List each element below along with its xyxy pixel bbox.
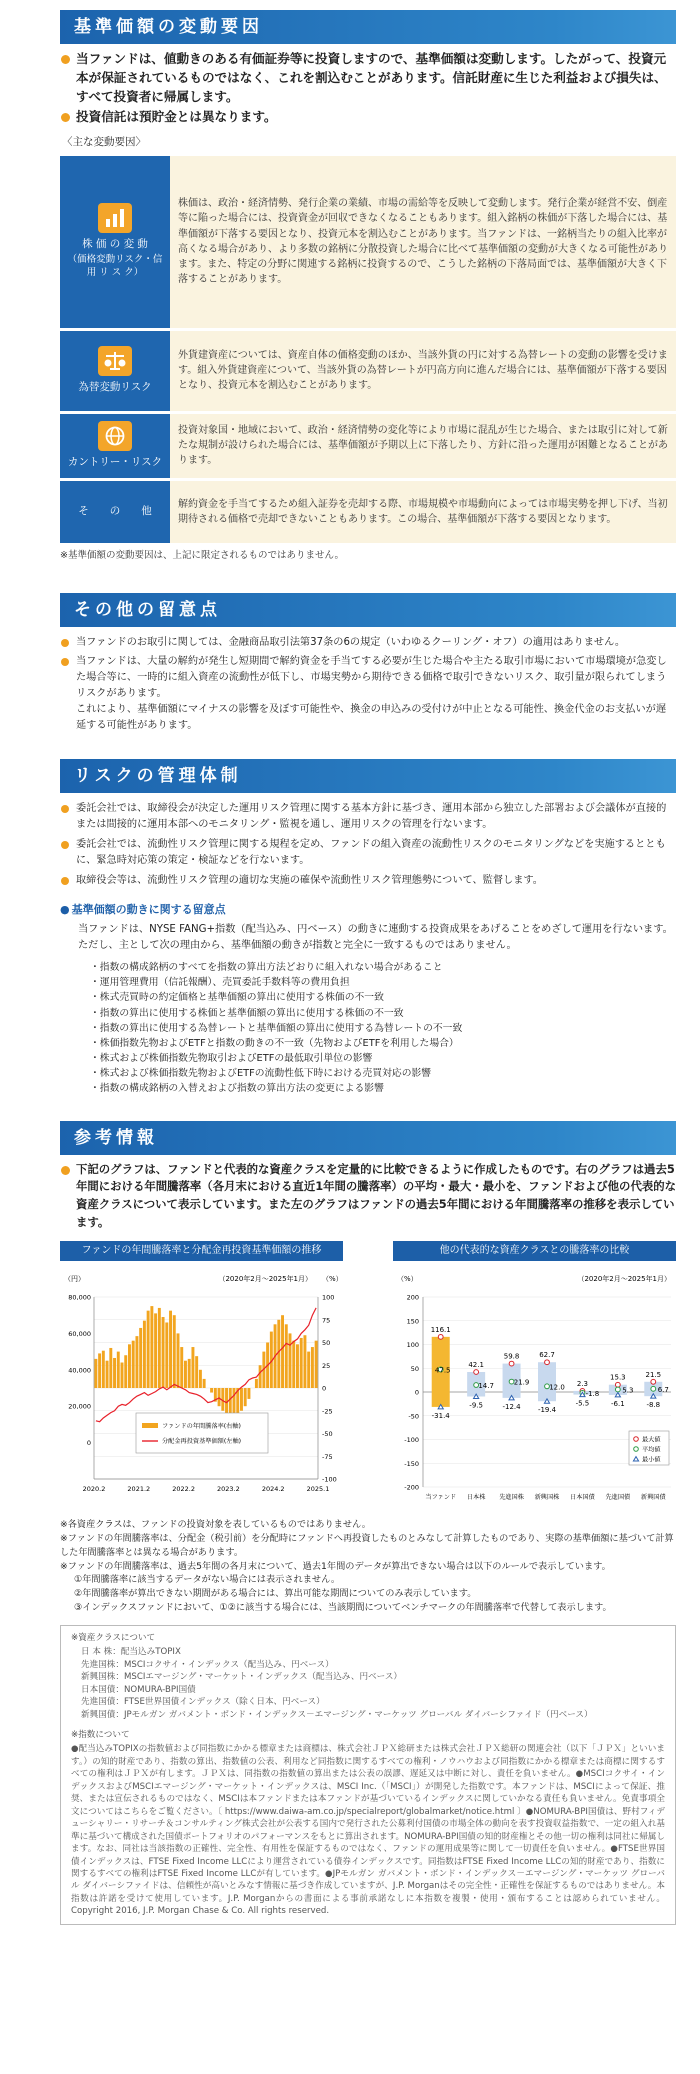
min-value-label: -31.4 [431,1412,450,1421]
list-item: ・ 指数の算出に使用する為替レートと基準価額の算出に使用する為替レートの不一致 [100,1021,676,1036]
max-value-label: 21.5 [645,1371,662,1380]
risk-row-country [60,414,676,478]
category-label: 当ファンド [425,1494,457,1502]
asset-class-row: 先進国債：FTSE世界国債インデックス（除く日本、円ベース） [81,1697,325,1708]
list-item: ・ 指数の構成銘柄のすべてを指数の算出方法どおりに組入れない場合があること [100,960,676,975]
globe-icon [98,421,132,451]
bar [289,1334,292,1389]
y-left-tick-label: 20,000 [68,1402,91,1411]
risk-table [60,153,676,546]
asset-class-row: 新興国債：JPモルガン ガバメント・ボンド・インデックス－エマージング・マーケッツ グローバル ダイバーシファイド（円ベース） [81,1709,593,1720]
max-marker [615,1383,620,1388]
category-label: 新興国債 [640,1494,666,1502]
bar [169,1311,172,1388]
max-value-label: 116.1 [430,1326,451,1335]
fluctuation-bullets [60,50,676,127]
x-tick-label: 2025.1 [306,1485,330,1494]
tracking-reasons-list [60,960,676,1097]
avg-value-label: -1.8 [585,1390,600,1399]
legend-max-marker [634,1437,639,1442]
asset-class-row: 日 本 株：配当込みTOPIX [81,1647,181,1658]
bar [281,1315,284,1388]
risk-label: 為替変動リスク [78,381,152,394]
legend-label: 最大値 [642,1436,661,1444]
axis-unit: （%） [397,1275,418,1284]
risk-label-cell [60,481,170,543]
bar [277,1320,280,1388]
index-disclaimer: ●配当込みTOPIXの指数値および同指数にかかる標章または商標は、株式会社ＪＰＸ総研または株式会社ＪＰＸ総研の関連会社（以下「ＪＰＸ」といいます。）の知的財産であり、指数の算出、指数値の公表、利用など同指数に関するすべての権利・ノウハウおよび同指数にかかる標章または商標に関するすべての権利はＪＰＸが有します。ＪＰＸは、同指数の指数値の算出または公表の誤謬、遅延又は中断に対し、責任を負いません。●MSCIコクサイ・インデックスおよびMSCIエマージング・マーケット・インデックスは、MSCI Inc.（「MSCI」）が開発した指数です。本ファンドは、MSCIによって保証、推奨、または宣伝されるものではなく、MSCIは本ファンドまたは本ファンドが基づいているインデックスに関していかなる責任も負いません。免責事項全文についてはこちらをご覧ください。〔 https://www.daiwa-am.co.jp/specialreport/globalmarket/notice.html 〕●NOMURA-BPI国債は、野村フィデューシャリー・リサーチ＆コンサルティング株式会社が公表する国内で発行された公募利付国債の市場全体の動向を表す投資収益指数で、一定の組入れ基準に基づいて構成された国債ポートフォリオのパフォーマンスをもとに算出されます。NOMURA-BPI国債の知的財産権とその他一切の権利は同社に帰属します。なお、同社は当該指数の正確性、完全性、有用性を保証するものではなく、ファンドの運用成果等に関して一切責任を負いません。●FTSE世界国債インデックスは、FTSE Fixed Income LLCにより運営されている債券インデックスです。同指数はFTSE Fixed Income LLCの知的財産であり、指数に関するすべての権利はFTSE Fixed Income LLCが有しています。●JPモルガン ガバメント・ボンド・インデックス－エマージング・マーケッツ グローバル ダイバーシファイドは、信頼性が高いとみなす情報に基づき作成していますが、J.P. Morganはその完全性・正確性を保証するものではありません。本指数は許諾を受けて使用しています。J.P. Morganからの書面による事前承諾なしに本指数を複製・使用・頒布することは認められていません。Copyright 2016, J.P. Morgan Chase & Co. All rights reserved. [71,1744,665,1917]
bar [203,1379,206,1388]
bar [113,1358,116,1388]
bar [124,1356,127,1389]
max-value-label: 62.7 [539,1351,555,1360]
list-item: ・ 運用管理費用（信託報酬）、売買委託手数料等の費用負担 [100,975,676,990]
y-right-tick-label: -50 [322,1430,333,1439]
category-label: 新興国株 [534,1494,560,1502]
left-axis-unit: （円） [64,1275,85,1284]
bar [132,1341,135,1388]
y-right-tick-label: 25 [322,1362,331,1371]
section-title-risk-management: リスクの管理体制 [60,759,676,793]
min-value-label: -8.8 [646,1401,661,1410]
max-marker [438,1335,443,1340]
bar [147,1311,150,1388]
bullet-item: 委託会社では、取締役会が決定した運用リスク管理に関する基本方針に基づき、運用本部から独立した部署および会議体が直接的または間接的に運用本部へのモニタリング・監視を通し、運用リスクの管理を行ないます。 [60,801,676,833]
risk-sublabel: （価格変動リスク・信 用 リ ス ク） [67,253,163,279]
bar [143,1321,146,1388]
bar [195,1356,198,1388]
bar [244,1388,247,1406]
y-right-tick-label: 0 [322,1384,327,1393]
bar [307,1352,310,1388]
x-tick-label: 2024.2 [261,1485,285,1494]
avg-marker [615,1387,620,1392]
bar [188,1359,191,1388]
y-tick-label: 150 [406,1317,419,1326]
bullet-item: 下記のグラフは、ファンドと代表的な資産クラスを定量的に比較できるように作成したものです。右のグラフは過去5年間における年間騰落率（各月末における直近1年間の騰落率）の平均・最大・最小を、ファンドおよび他の代表的な資産クラスについて表示しています。また左のグラフはファンドの過去5年間における年間騰落率の推移を表示しています。 [60,1161,676,1232]
list-item: ・ 株式売買時の約定価格と基準価額の算出に使用する株価の不一致 [100,990,676,1005]
max-marker [474,1370,479,1375]
main-factors-label: 〈主な変動要因〉 [62,135,146,148]
y-right-tick-label: 100 [322,1293,335,1302]
bar [233,1388,236,1413]
avg-value-label: 6.7 [657,1386,669,1395]
y-right-tick-label: 50 [322,1339,331,1348]
section-title-reference: 参考情報 [60,1121,676,1155]
section-title-fluctuation: 基準価額の変動要因 [60,10,676,44]
other-notes-bullets [60,635,676,734]
y-tick-label: 50 [410,1365,419,1374]
chart-notes [60,1518,676,1615]
bullet-extra: これにより、基準価額にマイナスの影響を及ぼす可能性や、換金の申込みの受付けが中止となる可能性、換金代金のお支払いが遅延する可能性があります。 [76,703,667,731]
bar [158,1308,161,1388]
chart-note-line: ②年間騰落率が算出できない期間がある場合には、算出可能な期間についてのみ表示しています。 [74,1588,477,1600]
bar [259,1366,262,1389]
bar [173,1315,176,1388]
y-right-tick-label: -100 [322,1475,337,1484]
bar [117,1352,120,1388]
chart-period: （2020年2月～2025年1月） [577,1275,671,1284]
risk-label-cell [60,331,170,411]
bar [199,1370,202,1388]
category-label: 日本株 [466,1494,486,1502]
avg-value-label: 47.5 [434,1366,451,1375]
index-heading: ※指数について [71,1729,130,1740]
right-chart [393,1241,676,1514]
nav-movement-text: 当ファンドは、NYSE FANG+指数（配当込み、円ベース）の動きに連動する投資成果をあげることをめざして運用を行ないます。ただし、主として次の理由から、基準価額の動きが指数と完全に一致するものではありません。 [78,924,673,952]
bullet-item: 当ファンドのお取引に関しては、金融商品取引法第37条の6の規定（いわゆるクーリング・オフ）の適用はありません。 [60,635,676,651]
risk-description: 株価は、政治・経済情勢、発行企業の業績、市場の需給等を反映して変動します。発行企業が経営不安、倒産等に陥った場合には、投資資金が回収できなくなることもあります。組入銘柄の株価が下落した場合には、基準価額が下落する要因となり、投資元本を割込むことがあります。当ファンドは、一銘柄当たりの組入比率が高くなる場合があり、より多数の銘柄に分散投資した場合に比べて基準価額の変動が大きくなる可能性があります。また、特定の分野に関連する銘柄に投資するので、こうした銘柄の下落局面では、基準価額が大きく下落することがあります。 [170,156,676,328]
risk-label: カントリー・リスク [67,456,163,469]
bar [109,1348,112,1388]
right-axis-unit: （%） [322,1275,343,1284]
risk-description: 解約資金を手当てするため組入証券を売却する際、市場規模や市場動向によっては市場実勢を押し下げ、当初期待される価格で売却できないこともあります。この場合、基準価額が下落する要因となります。 [170,481,676,543]
left-chart-svg [60,1261,343,1509]
risk-label-cell [60,414,170,478]
reference-bullets [60,1161,676,1232]
min-value-label: -9.5 [469,1401,483,1410]
right-chart-title: 他の代表的な資産クラスとの騰落率の比較 [393,1241,676,1261]
bar [102,1351,105,1388]
bullet-item: 取締役会等は、流動性リスク管理の適切な実施の確保や流動性リスク管理態勢について、監督します。 [60,873,676,889]
x-tick-label: 2023.2 [217,1485,240,1494]
chart-note-line: ③インデックスファンドにおいて、①②に該当する場合には、当該期間についてベンチマークの年間騰落率で代替して表示します。 [74,1602,612,1613]
category-label: 日本国債 [570,1494,595,1502]
bar [300,1338,303,1388]
x-tick-label: 2020.2 [82,1485,106,1494]
max-value-label: 59.8 [503,1352,520,1361]
max-marker [545,1360,550,1365]
bar [303,1336,306,1389]
footnote-box [60,1625,676,1925]
asset-class-row: 日本国債：NOMURA-BPI国債 [81,1684,196,1695]
currency-scale-icon [98,346,132,376]
list-item: ・ 株価指数先物およびETFと指数の動きの不一致（先物およびETFを利用した場合） [100,1036,676,1051]
list-item: ・ 指数の算出に使用する株価と基準価額の算出に使用する株価の不一致 [100,1006,676,1021]
bar [285,1325,288,1389]
bar [139,1328,142,1388]
x-tick-label: 2022.2 [172,1485,195,1494]
y-left-tick-label: 60,000 [68,1330,91,1339]
y-right-tick-label: -25 [322,1407,333,1416]
chart-note-line: ①年間騰落率に該当するデータがない場合には表示されません。 [74,1574,341,1586]
y-tick-label: -50 [408,1412,419,1421]
risk-row-other [60,481,676,543]
y-tick-label: -100 [404,1436,419,1445]
legend-swatch-bar [142,1423,158,1428]
bar [191,1347,194,1388]
chart-period: （2020年2月～2025年1月） [218,1275,312,1284]
legend-avg-marker [634,1447,639,1452]
max-marker [509,1361,514,1366]
nav-movement-title: ● 基準価額の動きに関する留意点 [60,902,676,918]
y-tick-label: -200 [404,1483,419,1492]
max-value-label: 2.3 [576,1380,588,1389]
avg-value-label: 12.0 [549,1383,565,1392]
bar [165,1323,168,1389]
y-tick-label: 100 [406,1341,419,1350]
chart-note-line: ※ファンドの年間騰落率は、分配金（税引前）を分配時にファンドへ再投資したものとみなして計算したものであり、実際の基準価額に基づいて計算した年間騰落率とは異なる場合があります。 [60,1533,674,1558]
bar [218,1388,221,1406]
risk-description: 投資対象国・地域において、政治・経済情勢の変化等により市場に混乱が生じた場合、または取引に対して新たな規制が設けられた場合には、基準価額が予期以上に下落したり、方針に沿った運用が困難となることがあります。 [170,414,676,478]
bar [177,1334,180,1389]
bar [315,1341,318,1388]
y-right-tick-label: 75 [322,1316,331,1325]
y-tick-label: 200 [406,1293,419,1302]
bullet-item [60,654,676,733]
max-value-label: 15.3 [610,1374,626,1383]
bar [292,1341,295,1388]
min-value-label: -5.5 [575,1399,590,1408]
avg-value-label: 5.3 [622,1386,634,1395]
category-label: 先進国株 [499,1494,524,1502]
bar [311,1347,314,1388]
min-value-label: -12.4 [502,1403,521,1412]
bar [184,1361,187,1388]
bar [154,1314,157,1389]
list-item: ・ 株式および株価指数先物取引およびETFの最低取引単位の影響 [100,1051,676,1066]
y-left-tick-label: 80,000 [68,1293,91,1302]
risk-label-cell [60,156,170,328]
category-label: 先進国債 [605,1494,631,1502]
y-left-tick-label: 0 [86,1439,91,1448]
right-chart-svg [393,1261,676,1509]
fluctuation-note: ※基準価額の変動要因は、上記に限定されるものではありません。 [60,549,345,561]
asset-class-row: 新興国株：MSCIエマージング・マーケット・インデックス（配当込み、円ベース） [81,1672,403,1683]
bar [240,1388,243,1411]
y-left-tick-label: 40,000 [68,1366,91,1375]
max-value-label: 42.1 [468,1361,484,1370]
avg-value-label: 21.9 [513,1378,530,1387]
min-value-label: -6.1 [611,1400,625,1409]
chart-note-line: ※各資産クラスは、ファンドの投資対象を表しているものではありません。 [60,1519,371,1531]
bullet-item: 投資信託は預貯金とは異なります。 [60,108,676,127]
legend-label: ファンドの年間騰落率(右軸) [162,1423,241,1431]
avg-marker [651,1387,656,1392]
bar [106,1361,109,1388]
list-item: ・ 指数の構成銘柄の入替えおよび指数の算出方法の変更による影響 [100,1081,676,1096]
y-tick-label: -150 [404,1460,419,1469]
bar [210,1388,213,1393]
legend-label: 分配金再投資基準価額(左軸) [162,1438,242,1446]
avg-value-label: 14.7 [478,1382,494,1391]
risk-label: そ の 他 [78,505,152,518]
bar [121,1363,124,1388]
min-value-label: -19.4 [537,1406,557,1415]
range-bar [538,1362,556,1401]
y-tick-label: 0 [414,1388,419,1397]
y-right-tick-label: -75 [322,1453,333,1462]
x-tick-label: 2021.2 [127,1485,151,1494]
bar [247,1388,250,1399]
asset-class-row: 先進国株：MSCIコクサイ・インデックス（配当込み、円ベース） [81,1659,334,1670]
chart-note-line: ※ファンドの年間騰落率は、過去5年間の各月末について、過去1年間のデータが算出できない場合は以下のルールで表示しています。 [60,1560,611,1572]
section-title-other-notes: その他の留意点 [60,593,676,627]
left-chart [60,1241,343,1514]
risk-management-bullets [60,801,676,888]
bar [180,1347,183,1388]
bar [255,1379,258,1388]
bar [94,1359,97,1388]
bullet-text: 当ファンドは、大量の解約が発生し短期間で解約資金を手当てする必要が生じた場合や主たる取引市場において市場環境が急変した場合等に、一時的に組入資産の流動性が低下し、市場実勢から期待できる価格で取引できないリスク、取引量が限られてしまうリスクがあります。 [76,656,667,699]
stock-chart-icon [98,203,132,233]
asset-class-heading: ※資産クラスについて [71,1632,156,1643]
risk-row-stock [60,156,676,328]
legend-label: 最小値 [642,1456,661,1464]
legend-label: 平均値 [642,1446,661,1454]
charts-row [60,1241,676,1514]
bar [150,1306,153,1388]
list-item: ・ 株式および株価指数先物およびETFの流動性低下時における売買対応の影響 [100,1066,676,1081]
bar [296,1345,299,1389]
bar [98,1354,101,1389]
bullet-item: 当ファンドは、値動きのある有価証券等に投資しますので、基準価額は変動します。したがって、投資元本が保証されているものではなく、これを割込むことがあります。信託財産に生じた利益および損失は、すべて投資者に帰属します。 [60,50,676,107]
legend-box [136,1413,268,1453]
risk-label: 株 価 の 変 動 [82,238,148,251]
risk-description: 外貨建資産については、資産自体の価格変動のほか、当該外貨の円に対する為替レートの変動の影響を受けます。組入外貨建資産について、当該外貨の為替レートが円高方向に進んだ場合には、基準価額が下落する要因となり、投資元本を割込むことがあります。 [170,331,676,411]
bullet-item: 委託会社では、流動性リスク管理に関する規程を定め、ファンドの組入資産の流動性リスクのモニタリングなどを実施するとともに、緊急時対応策の策定・検証などを行ないます。 [60,837,676,869]
bar [135,1336,138,1388]
bar [128,1345,131,1389]
bar [162,1317,165,1388]
left-chart-title: ファンドの年間騰落率と分配金再投資基準価額の推移 [60,1241,343,1261]
max-marker [651,1380,656,1385]
risk-row-currency [60,331,676,411]
